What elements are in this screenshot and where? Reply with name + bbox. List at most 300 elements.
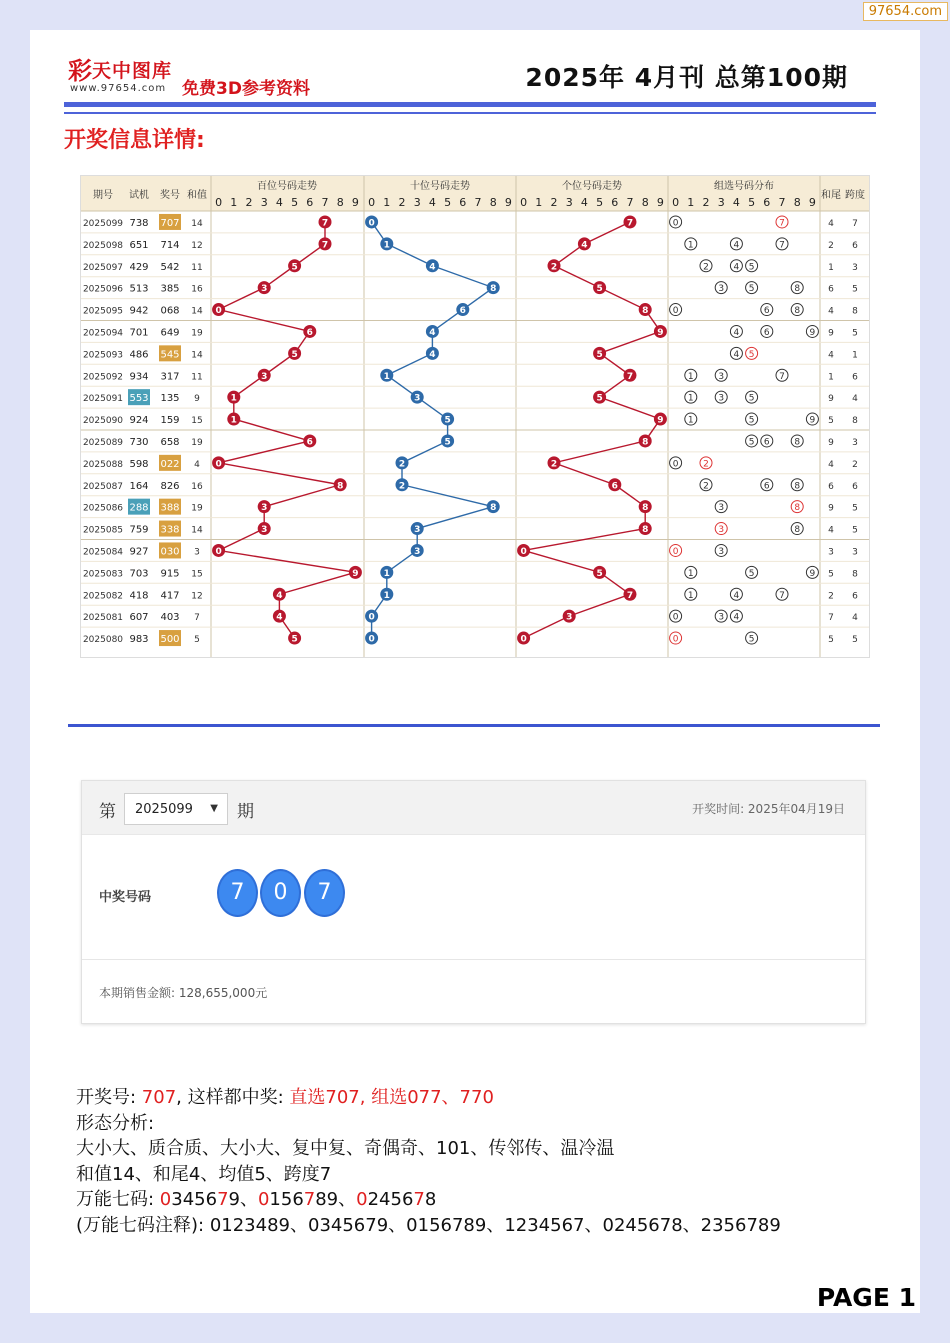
digit-ball-label: 2	[398, 481, 406, 492]
prize-col-header: 奖号	[160, 190, 180, 201]
distribution-digit: 6	[763, 481, 770, 492]
distribution-digit: 0	[672, 546, 679, 557]
analysis-line-2: 形态分析:	[76, 1112, 155, 1134]
digit-header: 0	[520, 196, 528, 209]
period-cell: 2025090	[82, 416, 124, 427]
trial-cell: 288	[129, 502, 149, 514]
span-cell: 4	[852, 613, 858, 624]
distribution-digit: 8	[794, 481, 801, 492]
site-watermark: 97654.com	[863, 2, 948, 21]
prize-cell: 826	[160, 480, 180, 492]
prize-cell: 403	[160, 612, 180, 624]
period-cell: 2025080	[82, 635, 124, 646]
span-cell: 6	[852, 481, 858, 492]
prize-cell: 658	[160, 436, 180, 448]
digit-ball-label: 1	[383, 568, 390, 579]
digit-header: 3	[413, 196, 421, 209]
distribution-digit: 4	[733, 590, 740, 601]
distribution-digit: 1	[687, 590, 694, 601]
sales-amount: 本期销售金额: 128,655,000元	[99, 986, 268, 1000]
digit-ball-label: 4	[429, 349, 436, 360]
trial-cell: 759	[129, 524, 149, 536]
digit-header: 4	[732, 196, 740, 209]
tail-cell: 6	[828, 481, 834, 492]
digit-header: 6	[763, 196, 771, 209]
page-number: PAGE 1	[816, 1283, 916, 1312]
distribution-digit: 9	[809, 568, 816, 579]
period-col-header: 期号	[93, 190, 113, 201]
prize-cell: 542	[160, 261, 180, 273]
prize-cell: 022	[160, 458, 180, 470]
digit-header: 7	[321, 196, 329, 209]
digit-header: 9	[808, 196, 816, 209]
digit-header: 6	[611, 196, 619, 209]
span-cell: 2	[852, 459, 858, 470]
digit-ball-label: 3	[566, 612, 573, 623]
tail-cell: 9	[828, 328, 834, 339]
distribution-digit: 8	[794, 284, 801, 295]
sum-cell: 15	[191, 569, 203, 580]
analysis-text	[76, 1085, 781, 1238]
distribution-digit: 3	[718, 393, 725, 404]
prize-cell: 649	[160, 327, 180, 339]
period-cell: 2025087	[82, 481, 124, 492]
distribution-digit: 5	[748, 568, 755, 579]
trial-cell: 513	[129, 283, 149, 295]
digit-ball-label: 6	[459, 306, 466, 317]
distribution-digit: 2	[703, 262, 709, 273]
trial-cell: 738	[129, 217, 149, 229]
digit-header: 3	[717, 196, 725, 209]
winning-ball: 0	[260, 869, 301, 917]
digit-ball-label: 0	[368, 634, 375, 645]
distribution-digit: 2	[703, 459, 709, 470]
brand-mark-icon: 彩	[68, 56, 92, 85]
digit-header: 4	[275, 196, 283, 209]
tail-cell: 5	[828, 569, 834, 580]
trial-cell: 934	[129, 371, 149, 383]
trial-cell: 942	[129, 305, 149, 317]
digit-ball-label: 9	[352, 568, 359, 579]
trend-chart-svg	[81, 176, 869, 657]
span-cell: 6	[852, 591, 858, 602]
distribution-digit: 0	[672, 459, 679, 470]
panel-header	[82, 781, 865, 835]
sum-cell: 11	[191, 372, 203, 383]
digit-ball-label: 0	[215, 306, 222, 317]
section-title: 开奖信息详情:	[64, 128, 205, 153]
digit-ball-label: 5	[444, 437, 451, 448]
distribution-digit: 3	[718, 371, 725, 382]
period-cell: 2025094	[82, 328, 124, 339]
trial-cell: 703	[129, 568, 149, 580]
tail-cell: 9	[828, 394, 834, 405]
analysis-line-4: 和值14、和尾4、均值5、跨度7	[76, 1163, 332, 1185]
trial-cell: 607	[129, 612, 149, 624]
tail-cell: 5	[828, 635, 834, 646]
digit-ball-label: 3	[414, 393, 421, 404]
document-page	[30, 30, 920, 1313]
digit-header: 5	[444, 196, 452, 209]
tail-cell: 2	[828, 240, 834, 251]
digit-header: 5	[748, 196, 756, 209]
distribution-digit: 7	[779, 371, 785, 382]
sum-cell: 19	[191, 328, 203, 339]
digit-ball-label: 6	[306, 437, 313, 448]
brand-logo	[68, 52, 188, 100]
distribution-digit: 5	[748, 349, 755, 360]
span-cell: 3	[852, 437, 858, 448]
tail-cell: 3	[828, 547, 834, 558]
digit-ball-label: 5	[596, 284, 603, 295]
digit-header: 2	[245, 196, 253, 209]
distribution-digit: 4	[733, 349, 740, 360]
span-cell: 5	[852, 525, 858, 536]
sum-col-header: 和值	[187, 190, 207, 201]
prize-cell: 500	[160, 634, 180, 646]
digit-header: 8	[489, 196, 497, 209]
panel-separator	[82, 959, 865, 960]
digit-ball-label: 6	[306, 327, 313, 338]
digit-ball-label: 2	[550, 262, 558, 273]
sum-cell: 14	[191, 350, 203, 361]
trial-cell: 164	[129, 480, 149, 492]
period-cell: 2025092	[82, 372, 124, 383]
distribution-digit: 8	[794, 525, 801, 536]
trial-cell: 598	[129, 458, 149, 470]
period-cell: 2025097	[82, 262, 124, 273]
digit-header: 9	[656, 196, 664, 209]
distribution-digit: 0	[672, 306, 679, 317]
trial-cell: 701	[129, 327, 149, 339]
header-subtitle: 免费3D参考资料	[182, 79, 310, 99]
distribution-digit: 1	[687, 240, 694, 251]
analysis-line-6: (万能七码注释): 0123489、0345679、0156789、1234567、0245678、2356789	[76, 1214, 781, 1236]
distribution-digit: 3	[718, 525, 725, 536]
digit-header: 2	[702, 196, 710, 209]
period-cell: 2025091	[82, 394, 124, 405]
digit-header: 4	[428, 196, 436, 209]
prize-cell: 545	[160, 349, 180, 361]
tail-cell: 1	[828, 372, 834, 383]
digit-ball-label: 1	[230, 415, 237, 426]
period-cell: 2025093	[82, 350, 124, 361]
prize-cell: 338	[160, 524, 180, 536]
issue-title: 2025年 4月刊 总第100期	[525, 63, 848, 92]
period-cell: 2025089	[82, 437, 124, 448]
prize-cell: 135	[160, 393, 180, 405]
tail-cell: 9	[828, 437, 834, 448]
tail-cell: 6	[828, 284, 834, 295]
sum-cell: 7	[194, 613, 200, 624]
period-cell: 2025085	[82, 525, 124, 536]
digit-header: 8	[793, 196, 801, 209]
trial-cell: 486	[129, 349, 149, 361]
tail-cell: 4	[828, 218, 834, 229]
period-cell: 2025095	[82, 306, 124, 317]
span-cell: 1	[852, 350, 858, 361]
digit-ball-label: 8	[642, 306, 649, 317]
distribution-digit: 0	[672, 612, 679, 623]
sum-cell: 14	[191, 525, 203, 536]
period-cell: 2025084	[82, 547, 124, 558]
sum-cell: 3	[194, 547, 200, 558]
distribution-digit: 9	[809, 415, 816, 426]
digit-ball-label: 4	[429, 327, 436, 338]
group-header: 百位号码走势	[257, 181, 317, 192]
sum-cell: 16	[191, 284, 203, 295]
digit-ball-label: 2	[398, 459, 406, 470]
trial-cell: 651	[129, 239, 149, 251]
winning-combos: 直选707, 组选077、770	[289, 1087, 494, 1108]
prize-cell: 388	[160, 502, 180, 514]
trend-chart	[80, 175, 870, 658]
tail-col-header: 和尾	[821, 190, 841, 201]
sum-cell: 12	[191, 591, 203, 602]
digit-header: 5	[291, 196, 299, 209]
distribution-digit: 1	[687, 393, 694, 404]
analysis-line-5: 万能七码: 0345679、0156789、0245678	[76, 1189, 437, 1210]
distribution-digit: 5	[748, 262, 755, 273]
digit-header: 1	[383, 196, 391, 209]
prize-cell: 385	[160, 283, 180, 295]
tail-cell: 1	[828, 262, 834, 273]
distribution-digit: 3	[718, 546, 725, 557]
digit-ball-label: 9	[657, 415, 664, 426]
digit-ball-label: 8	[642, 525, 649, 536]
digit-ball-label: 0	[520, 634, 527, 645]
prize-cell: 707	[160, 217, 180, 229]
distribution-digit: 0	[672, 634, 679, 645]
period-cell: 2025083	[82, 569, 124, 580]
span-cell: 5	[852, 635, 858, 646]
distribution-digit: 7	[779, 240, 785, 251]
span-cell: 4	[852, 394, 858, 405]
sum-cell: 19	[191, 437, 203, 448]
distribution-digit: 9	[809, 327, 816, 338]
trial-cell: 927	[129, 546, 149, 558]
digit-ball-label: 8	[337, 481, 344, 492]
distribution-digit: 5	[748, 634, 755, 645]
distribution-digit: 8	[794, 437, 801, 448]
digit-ball-label: 8	[642, 437, 649, 448]
span-cell: 5	[852, 328, 858, 339]
distribution-digit: 8	[794, 306, 801, 317]
digit-ball-label: 8	[490, 503, 497, 514]
brand-name: 天中图库	[92, 60, 173, 82]
digit-header: 6	[459, 196, 467, 209]
span-col-header: 跨度	[845, 190, 865, 201]
digit-ball-label: 1	[230, 393, 237, 404]
digit-ball-label: 4	[276, 612, 283, 623]
distribution-digit: 6	[763, 437, 770, 448]
sum-cell: 14	[191, 218, 203, 229]
group-header: 个位号码走势	[562, 181, 622, 192]
distribution-digit: 5	[748, 415, 755, 426]
distribution-digit: 4	[733, 240, 740, 251]
distribution-digit: 7	[779, 218, 785, 229]
header-rule-thin	[64, 112, 876, 114]
digit-ball-label: 4	[581, 240, 588, 251]
distribution-digit: 5	[748, 393, 755, 404]
digit-ball-label: 6	[611, 481, 618, 492]
period-select[interactable]	[124, 793, 228, 825]
span-cell: 3	[852, 547, 858, 558]
distribution-digit: 6	[763, 327, 770, 338]
tail-cell: 2	[828, 591, 834, 602]
trial-cell: 418	[129, 590, 149, 602]
trial-cell: 553	[129, 393, 149, 405]
digit-ball-label: 5	[596, 568, 603, 579]
period-cell: 2025082	[82, 591, 124, 602]
period-prefix: 第	[99, 802, 116, 822]
trial-cell: 429	[129, 261, 149, 273]
sum-cell: 4	[194, 459, 200, 470]
group-header: 组选号码分布	[714, 181, 774, 192]
digit-header: 9	[504, 196, 512, 209]
digit-ball-label: 1	[383, 371, 390, 382]
digit-ball-label: 0	[368, 612, 375, 623]
distribution-digit: 4	[733, 262, 740, 273]
prize-cell: 417	[160, 590, 180, 602]
digit-ball-label: 3	[414, 525, 421, 536]
digit-ball-label: 3	[261, 525, 268, 536]
span-cell: 8	[852, 416, 858, 427]
span-cell: 6	[852, 372, 858, 383]
draw-time: 开奖时间: 2025年04月19日	[692, 802, 845, 816]
prize-cell: 317	[160, 371, 180, 383]
prize-cell: 159	[160, 415, 180, 427]
header-rule-thick	[64, 102, 876, 107]
group-header: 十位号码走势	[410, 181, 470, 192]
digit-header: 0	[215, 196, 223, 209]
distribution-digit: 5	[748, 284, 755, 295]
sum-cell: 5	[194, 635, 200, 646]
digit-ball-label: 0	[215, 546, 222, 557]
digit-header: 3	[565, 196, 573, 209]
trial-cell: 730	[129, 436, 149, 448]
digit-header: 0	[368, 196, 376, 209]
distribution-digit: 6	[763, 306, 770, 317]
tail-cell: 7	[828, 613, 834, 624]
period-cell: 2025086	[82, 503, 124, 514]
analysis-line-3: 大小大、质合质、大小大、复中复、奇偶奇、101、传邻传、温冷温	[76, 1138, 615, 1159]
digit-header: 6	[306, 196, 314, 209]
tail-cell: 4	[828, 350, 834, 361]
digit-header: 7	[778, 196, 786, 209]
prize-cell: 030	[160, 546, 180, 558]
trial-col-header: 试机	[129, 190, 149, 201]
digit-header: 3	[260, 196, 268, 209]
span-cell: 5	[852, 503, 858, 514]
distribution-digit: 3	[718, 284, 725, 295]
digit-ball-label: 7	[626, 590, 634, 601]
digit-header: 9	[351, 196, 359, 209]
digit-header: 7	[626, 196, 634, 209]
digit-ball-label: 0	[368, 218, 375, 229]
sum-cell: 14	[191, 306, 203, 317]
trial-cell: 983	[129, 634, 149, 646]
period-cell: 2025088	[82, 459, 124, 470]
digit-header: 8	[336, 196, 344, 209]
digit-ball-label: 5	[291, 262, 298, 273]
digit-ball-label: 3	[261, 371, 268, 382]
digit-ball-label: 7	[321, 218, 329, 229]
span-cell: 6	[852, 240, 858, 251]
digit-ball-label: 5	[444, 415, 451, 426]
digit-header: 1	[230, 196, 238, 209]
digit-ball-label: 2	[550, 459, 558, 470]
winning-number-label: 中奖号码	[99, 890, 152, 905]
distribution-digit: 1	[687, 415, 694, 426]
prize-cell: 714	[160, 239, 180, 251]
digit-ball-label: 0	[520, 546, 527, 557]
digit-ball-label: 3	[261, 503, 268, 514]
winning-ball: 7	[217, 869, 258, 917]
analysis-line-1: 开奖号: 707, 这样都中奖: 直选707, 组选077、770	[76, 1087, 494, 1108]
brand-url: www.97654.com	[70, 83, 167, 94]
span-cell: 7	[852, 218, 858, 229]
distribution-digit: 4	[733, 612, 740, 623]
digit-ball-label: 1	[383, 590, 390, 601]
tail-cell: 4	[828, 459, 834, 470]
distribution-digit: 1	[687, 568, 694, 579]
sum-cell: 19	[191, 503, 203, 514]
distribution-digit: 3	[718, 612, 725, 623]
digit-ball-label: 7	[626, 371, 634, 382]
digit-ball-label: 7	[321, 240, 329, 251]
digit-header: 7	[474, 196, 482, 209]
digit-ball-label: 5	[291, 634, 298, 645]
digit-ball-label: 8	[490, 284, 497, 295]
digit-ball-label: 5	[596, 393, 603, 404]
prize-cell: 915	[160, 568, 180, 580]
trial-cell: 924	[129, 415, 149, 427]
digit-ball-label: 4	[276, 590, 283, 601]
tail-cell: 4	[828, 525, 834, 536]
digit-ball-label: 5	[291, 349, 298, 360]
digit-ball-label: 8	[642, 503, 649, 514]
period-select-value: 2025099	[135, 802, 193, 817]
distribution-digit: 7	[779, 590, 785, 601]
distribution-digit: 2	[703, 481, 709, 492]
digit-ball-label: 5	[596, 349, 603, 360]
span-cell: 8	[852, 306, 858, 317]
digit-header: 1	[687, 196, 695, 209]
digit-ball-label: 1	[383, 240, 390, 251]
caret-down-icon: ▼	[210, 803, 218, 814]
digit-header: 2	[398, 196, 406, 209]
winning-number-text: 707	[141, 1087, 177, 1108]
digit-ball-label: 0	[215, 459, 222, 470]
sum-cell: 12	[191, 240, 203, 251]
digit-ball-label: 9	[657, 327, 664, 338]
span-cell: 3	[852, 262, 858, 273]
period-cell: 2025081	[82, 613, 124, 624]
digit-header: 2	[550, 196, 558, 209]
tail-cell: 5	[828, 416, 834, 427]
digit-header: 5	[596, 196, 604, 209]
digit-ball-label: 7	[626, 218, 634, 229]
period-cell: 2025096	[82, 284, 124, 295]
distribution-digit: 5	[748, 437, 755, 448]
period-suffix: 期	[237, 802, 254, 822]
draw-result-panel	[81, 780, 866, 1024]
prize-cell: 068	[160, 305, 180, 317]
digit-header: 8	[641, 196, 649, 209]
span-cell: 8	[852, 569, 858, 580]
distribution-digit: 3	[718, 503, 725, 514]
